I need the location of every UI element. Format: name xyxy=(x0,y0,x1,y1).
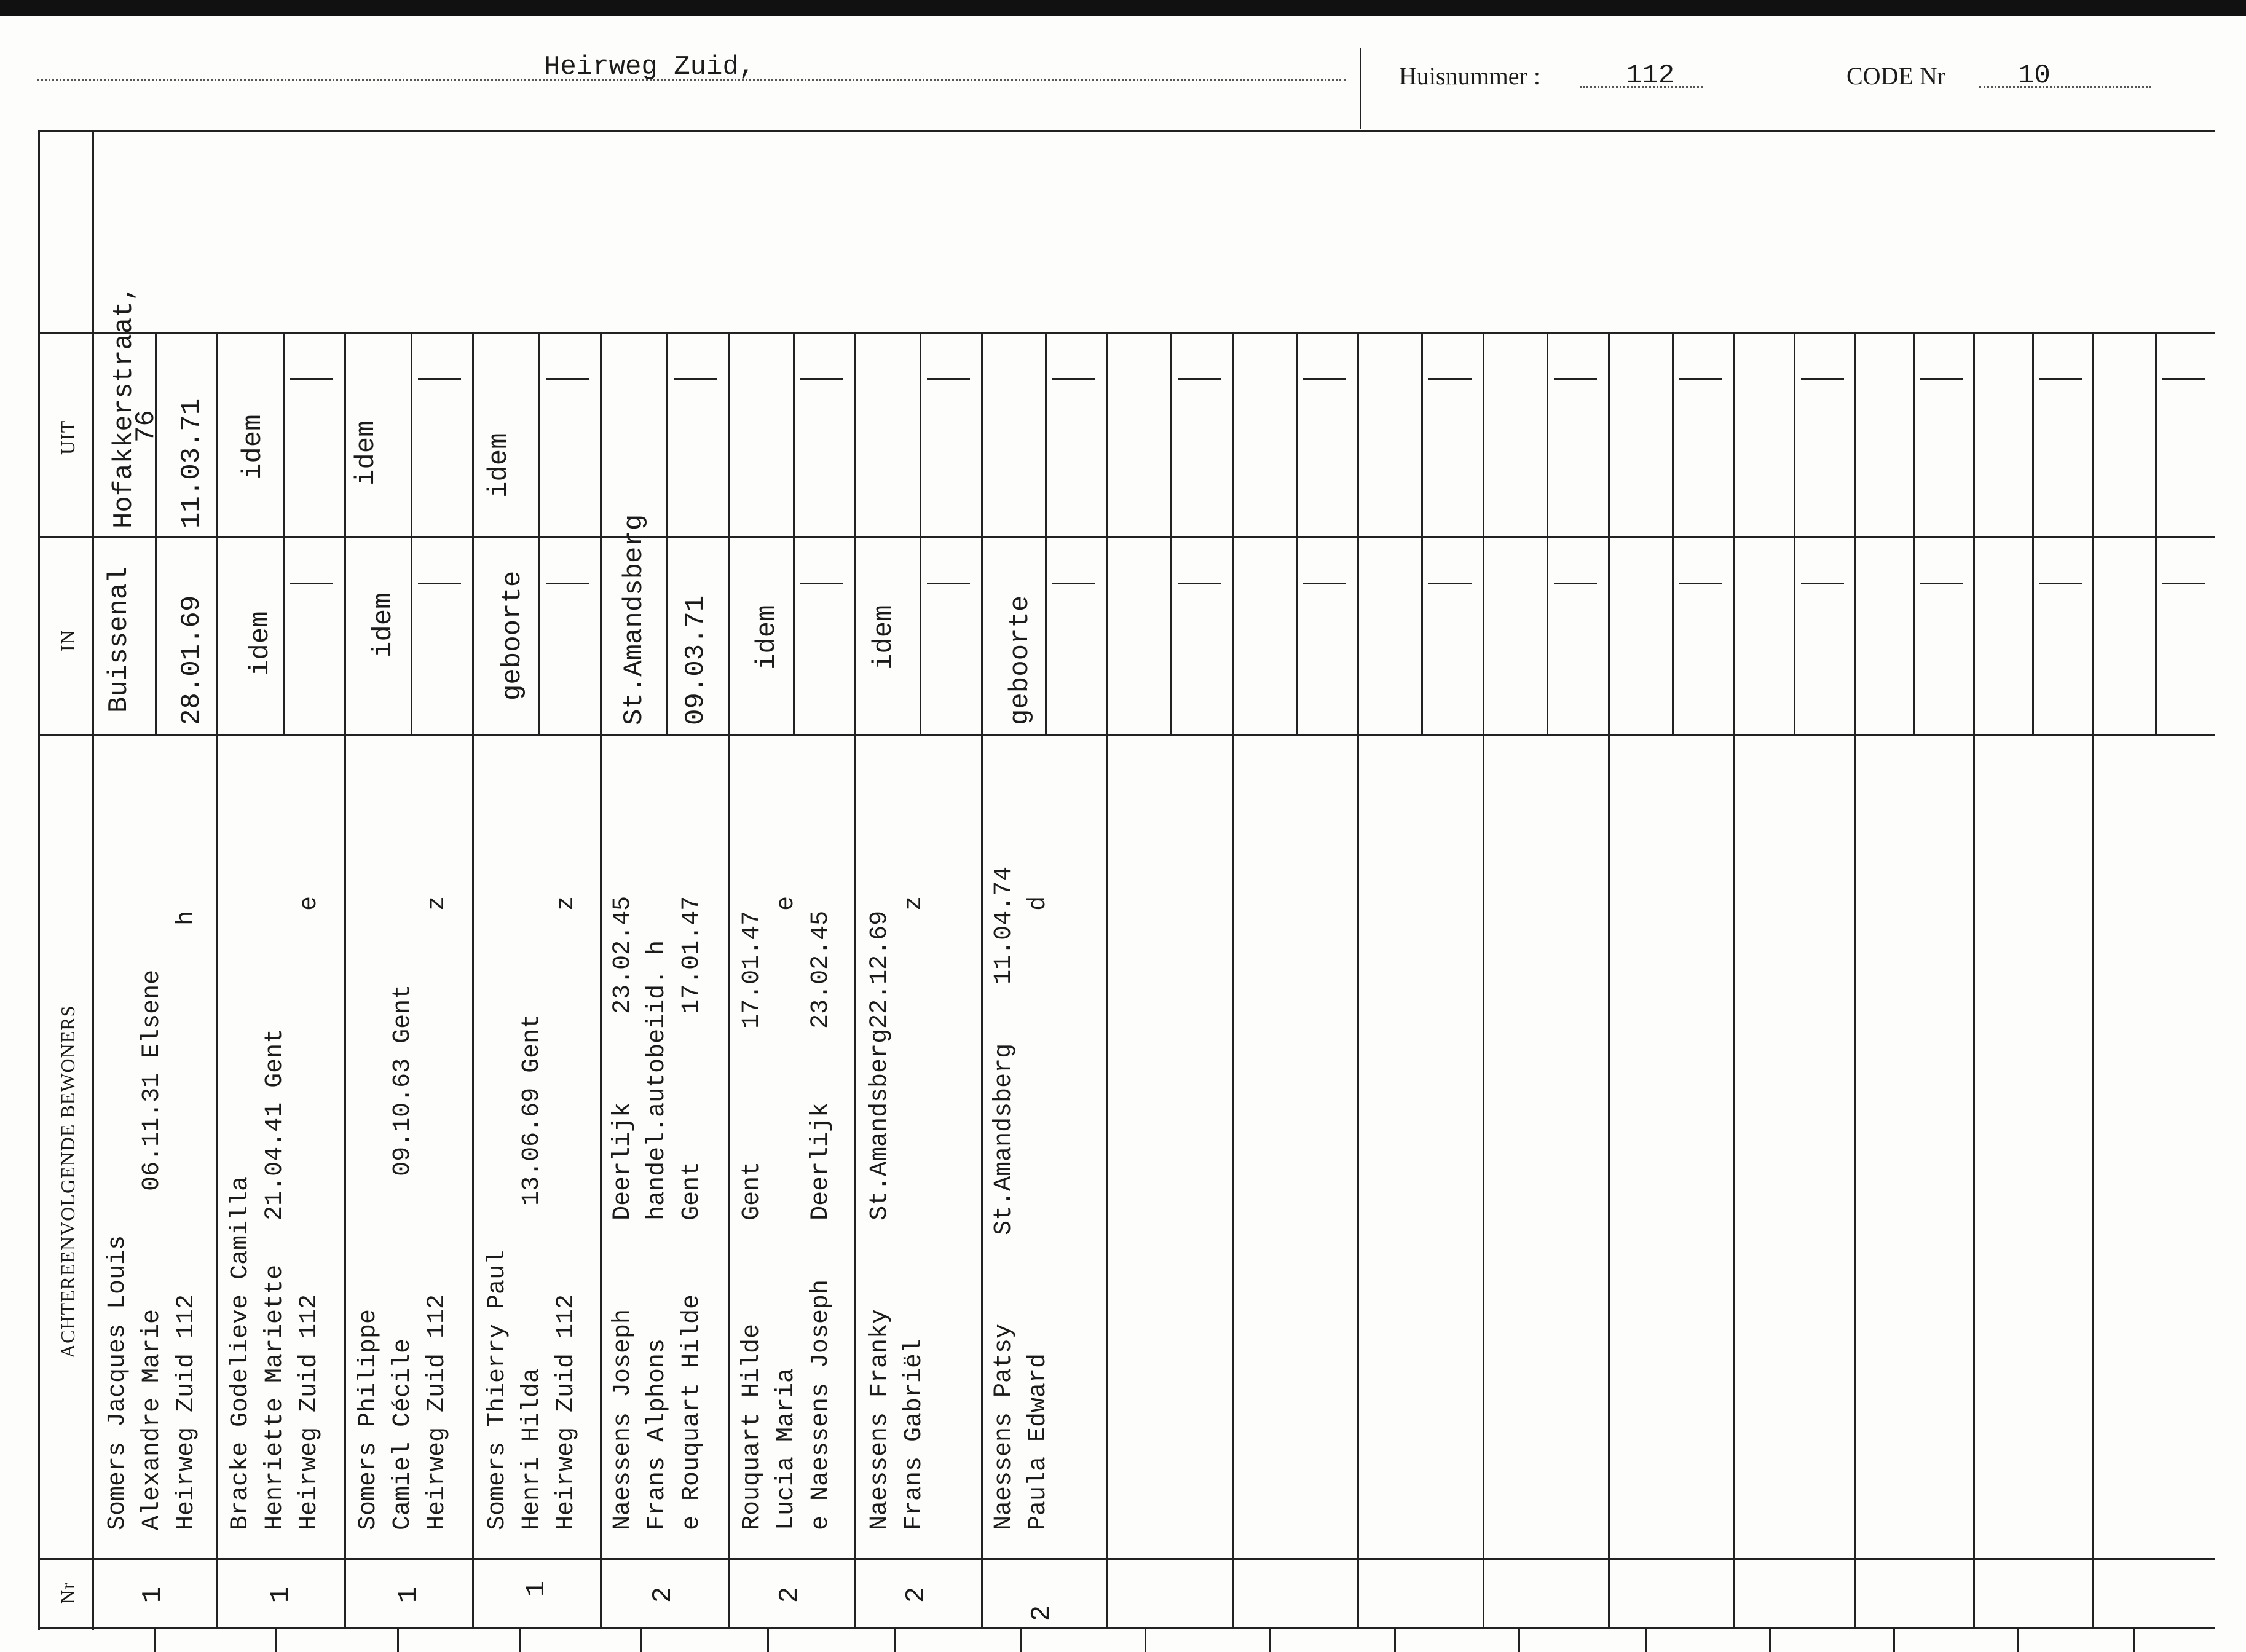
out-place: idem xyxy=(484,433,514,498)
bottom-tick xyxy=(1645,1627,1647,1652)
resident-line: Naessens Franky St.Amandsberg22.12.69 xyxy=(866,910,894,1530)
in-place: St.Amandsberg xyxy=(619,514,650,725)
col-divider xyxy=(981,332,983,1629)
empty-field-dash xyxy=(1679,583,1722,584)
empty-field-dash xyxy=(1052,583,1095,584)
bottom-tick xyxy=(894,1627,896,1652)
sub-divider xyxy=(1547,332,1548,734)
col-divider xyxy=(1357,332,1359,1629)
resident-line: Alexandre Marie 06.11.31 Elsene xyxy=(138,969,166,1530)
resident-line: Heirweg Zuid 112 h xyxy=(173,910,200,1530)
bottom-tick xyxy=(1269,1627,1271,1652)
header-divider xyxy=(1360,48,1361,129)
section-label-residents: ACHTEREENVOLGENDE BEWONERS xyxy=(57,1005,79,1358)
section-label-in: IN xyxy=(57,629,79,651)
empty-field-dash xyxy=(927,378,970,380)
col-divider xyxy=(1608,332,1610,1629)
bottom-tick xyxy=(640,1627,642,1652)
empty-field-dash xyxy=(418,583,461,584)
sub-divider xyxy=(1913,332,1915,734)
col-divider xyxy=(1232,332,1234,1629)
resident-line: Henriette Mariette 21.04.41 Gent xyxy=(261,1028,289,1530)
out-date: 11.03.71 xyxy=(176,398,207,529)
resident-line: Frans Alphons handel.autobeiid. h xyxy=(644,940,671,1530)
resident-line: Heirweg Zuid 112 e xyxy=(296,895,323,1530)
out-place: idem xyxy=(238,414,269,479)
in-place: geboorte xyxy=(497,570,528,701)
bottom-tick xyxy=(1893,1627,1895,1652)
empty-field-dash xyxy=(1178,583,1221,584)
sub-divider xyxy=(1045,332,1047,734)
resident-line: Frans Gabriël z xyxy=(900,895,928,1530)
col-divider xyxy=(854,332,856,1629)
sub-divider xyxy=(920,332,921,734)
bottom-tick xyxy=(275,1627,277,1652)
empty-field-dash xyxy=(1428,378,1472,380)
empty-field-dash xyxy=(1801,378,1844,380)
resident-line: Henri Hilda 13.06.69 Gent xyxy=(518,1013,546,1530)
empty-field-dash xyxy=(418,378,461,380)
frame-inner-left xyxy=(92,130,94,1630)
household-nr: 2 xyxy=(1026,1605,1058,1622)
empty-field-dash xyxy=(1303,378,1346,380)
empty-field-dash xyxy=(1679,378,1722,380)
in-place: Buissenal xyxy=(104,567,135,713)
empty-field-dash xyxy=(290,378,333,380)
household-nr: 2 xyxy=(648,1586,679,1603)
resident-line: Somers Thierry Paul xyxy=(484,1249,511,1530)
empty-field-dash xyxy=(800,583,843,584)
sub-divider xyxy=(1794,332,1795,734)
in-place: idem xyxy=(752,605,782,670)
bottom-tick xyxy=(2133,1627,2135,1652)
in-place: geboorte xyxy=(1005,595,1036,725)
resident-line: Naessens Joseph Deerlijk 23.02.45 xyxy=(609,895,637,1530)
in-date: 28.01.69 xyxy=(176,595,207,725)
uit-top-line xyxy=(38,332,2215,334)
col-divider xyxy=(344,332,346,1629)
resident-line: Somers Jacques Louis xyxy=(104,1235,132,1530)
empty-field-dash xyxy=(546,583,589,584)
sub-divider xyxy=(538,332,540,734)
out-place-number: 76 xyxy=(131,410,162,442)
sub-divider xyxy=(793,332,795,734)
col-divider xyxy=(1854,332,1856,1629)
sub-divider xyxy=(1672,332,1674,734)
col-divider xyxy=(1106,332,1108,1629)
household-nr: 1 xyxy=(138,1586,169,1603)
resident-line: Camiel Cécile 09.10.63 Gent xyxy=(389,984,417,1530)
empty-field-dash xyxy=(1554,583,1597,584)
col-divider xyxy=(472,332,474,1629)
empty-field-dash xyxy=(1303,583,1346,584)
col-divider xyxy=(216,332,218,1629)
top-edge xyxy=(0,0,2246,16)
empty-field-dash xyxy=(2039,583,2082,584)
resident-line: Paula Edward d xyxy=(1025,895,1052,1530)
empty-field-dash xyxy=(800,378,843,380)
in-place: idem xyxy=(368,592,399,658)
out-place: Hofakkerstraat, xyxy=(109,285,140,529)
col-divider xyxy=(1733,332,1735,1629)
bottom-tick xyxy=(1394,1627,1396,1652)
empty-field-dash xyxy=(2039,378,2082,380)
household-nr: 2 xyxy=(901,1586,932,1603)
col-divider xyxy=(2092,332,2094,1629)
sub-divider xyxy=(1170,332,1172,734)
section-label-uit: UIT xyxy=(57,420,79,455)
col-divider xyxy=(728,332,730,1629)
sub-divider xyxy=(155,332,157,734)
sub-divider xyxy=(1421,332,1423,734)
out-place: idem xyxy=(351,420,382,486)
empty-field-dash xyxy=(1920,583,1963,584)
resident-line: Heirweg Zuid 112 z xyxy=(424,895,451,1530)
in-place: idem xyxy=(245,611,276,676)
household-nr: 1 xyxy=(521,1580,553,1597)
empty-field-dash xyxy=(1554,378,1597,380)
house-number-label: Huisnummer : xyxy=(1399,62,1540,90)
bottom-tick xyxy=(397,1627,399,1652)
nr-top-line xyxy=(38,1558,2215,1560)
empty-field-dash xyxy=(1052,378,1095,380)
empty-field-dash xyxy=(1920,378,1963,380)
resident-line: Naessens Patsy St.Amandsberg 11.04.74 xyxy=(990,866,1018,1530)
bottom-tick xyxy=(767,1627,769,1652)
in-place: idem xyxy=(869,605,899,670)
bottom-tick xyxy=(1518,1627,1520,1652)
bottom-tick xyxy=(154,1627,156,1652)
empty-field-dash xyxy=(674,378,717,380)
resident-line: Bracke Godelieve Camilla xyxy=(227,1176,254,1530)
bottom-tick xyxy=(1020,1627,1022,1652)
col-divider xyxy=(600,332,602,1629)
house-number-value: 112 xyxy=(1626,60,1675,91)
resident-line: Lucia Maria e xyxy=(773,895,800,1530)
resident-line: Somers Philippe xyxy=(355,1308,382,1530)
household-nr: 1 xyxy=(266,1586,297,1603)
household-nr: 2 xyxy=(774,1586,806,1603)
frame-top xyxy=(38,130,2215,132)
in-top-line xyxy=(38,536,2215,538)
sub-divider xyxy=(1296,332,1298,734)
empty-field-dash xyxy=(2162,378,2205,380)
col-divider xyxy=(1483,332,1484,1629)
sub-divider xyxy=(666,332,668,734)
bottom-tick xyxy=(1145,1627,1146,1652)
empty-field-dash xyxy=(1428,583,1472,584)
resident-line: Rouquart Hilde Gent 17.01.47 xyxy=(738,910,766,1530)
sub-divider xyxy=(411,332,412,734)
street-name: Heirweg Zuid, xyxy=(544,52,755,82)
section-label-nr: Nr xyxy=(57,1582,79,1604)
household-nr: 1 xyxy=(393,1586,425,1603)
residents-top-line xyxy=(38,734,2215,736)
in-date: 09.03.71 xyxy=(680,595,711,725)
empty-field-dash xyxy=(290,583,333,584)
code-label: CODE Nr xyxy=(1846,62,1946,90)
empty-field-dash xyxy=(1178,378,1221,380)
sub-divider xyxy=(2155,332,2157,734)
bottom-tick xyxy=(519,1627,521,1652)
resident-line: Heirweg Zuid 112 z xyxy=(553,895,580,1530)
frame-bottom xyxy=(38,1627,2215,1629)
resident-line: e Rouquart Hilde Gent 17.01.47 xyxy=(678,895,706,1530)
empty-field-dash xyxy=(546,378,589,380)
sub-divider xyxy=(2032,332,2034,734)
col-divider xyxy=(1973,332,1975,1629)
code-value: 10 xyxy=(2018,60,2051,91)
resident-line: e Naessens Joseph Deerlijk 23.02.45 xyxy=(807,910,835,1530)
bottom-tick xyxy=(1769,1627,1771,1652)
empty-field-dash xyxy=(927,583,970,584)
empty-field-dash xyxy=(2162,583,2205,584)
empty-field-dash xyxy=(1801,583,1844,584)
bottom-tick xyxy=(2017,1627,2019,1652)
code-dotted-line xyxy=(1979,86,2151,88)
sub-divider xyxy=(283,332,285,734)
frame-left xyxy=(38,130,40,1630)
